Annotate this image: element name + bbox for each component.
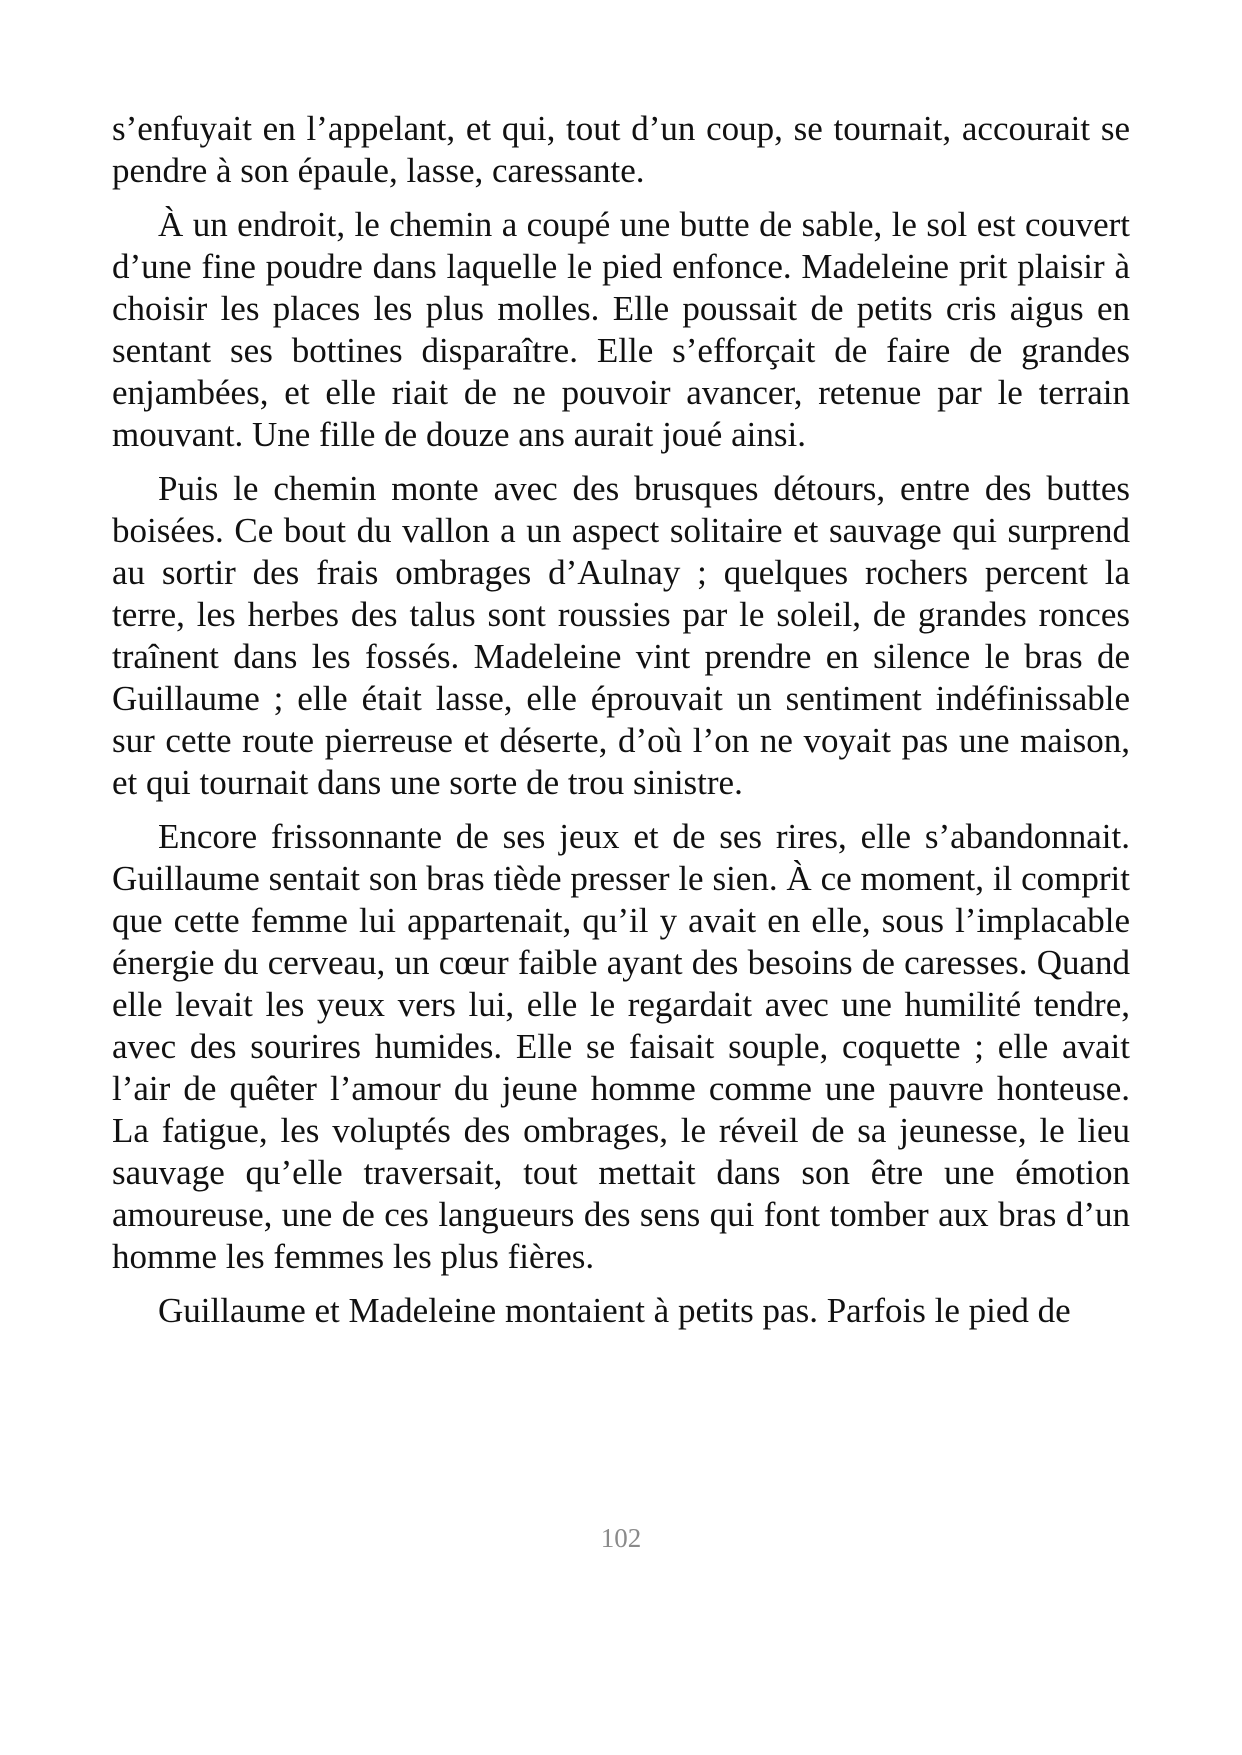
paragraph-1: s’enfuyait en l’appelant, et qui, tout d’un coup, se tournait, accourait se pendre à son épaule, lasse, caressante. <box>112 109 1130 190</box>
body-text <box>112 108 1130 1344</box>
page-number: 102 <box>600 1523 642 1553</box>
paragraph-5: Guillaume et Madeleine montaient à petits pas. Parfois le pied de <box>158 1291 1071 1330</box>
paragraph-2: À un endroit, le chemin a coupé une butte de sable, le sol est couvert d’une fine poudre dans laquelle le pied enfonce. Madeleine prit plaisir à choisir les places les plus molles. Elle poussait de petits cris aigus en sentant ses bottines disparaître. Elle s’efforçait de faire de grandes enjambées, et elle riait de ne pouvoir avancer, retenue par le terrain mouvant. Une fille de douze ans aurait joué ainsi. <box>112 205 1130 454</box>
paragraph-4: Encore frissonnante de ses jeux et de ses rires, elle s’abandonnait. Guillaume sentait son bras tiède presser le sien. À ce moment, il comprit que cette femme lui appartenait, qu’il y avait en elle, sous l’implacable énergie du cerveau, un cœur faible ayant des besoins de caresses. Quand elle levait les yeux vers lui, elle le regardait avec une humilité tendre, avec des sourires humides. Elle se faisait souple, coquette ; elle avait l’air de quêter l’amour du jeune homme comme une pauvre honteuse. La fatigue, les voluptés des ombrages, le réveil de sa jeunesse, le lieu sauvage qu’elle traversait, tout mettait dans son être une émotion amoureuse, une de ces langueurs des sens qui font tomber aux bras d’un homme les femmes les plus fières. <box>112 817 1130 1276</box>
paragraph-3: Puis le chemin monte avec des brusques détours, entre des buttes boisées. Ce bout du vallon a un aspect solitaire et sauvage qui surprend au sortir des frais ombrages d’Aulnay ; quelques rochers percent la terre, les herbes des talus sont roussies par le soleil, de grandes ronces traînent dans les fossés. Madeleine vint prendre en silence le bras de Guillaume ; elle était lasse, elle éprouvait un sentiment indéfinissable sur cette route pierreuse et déserte, d’où l’on ne voyait pas une maison, et qui tournait dans une sorte de trou sinistre. <box>112 469 1130 802</box>
